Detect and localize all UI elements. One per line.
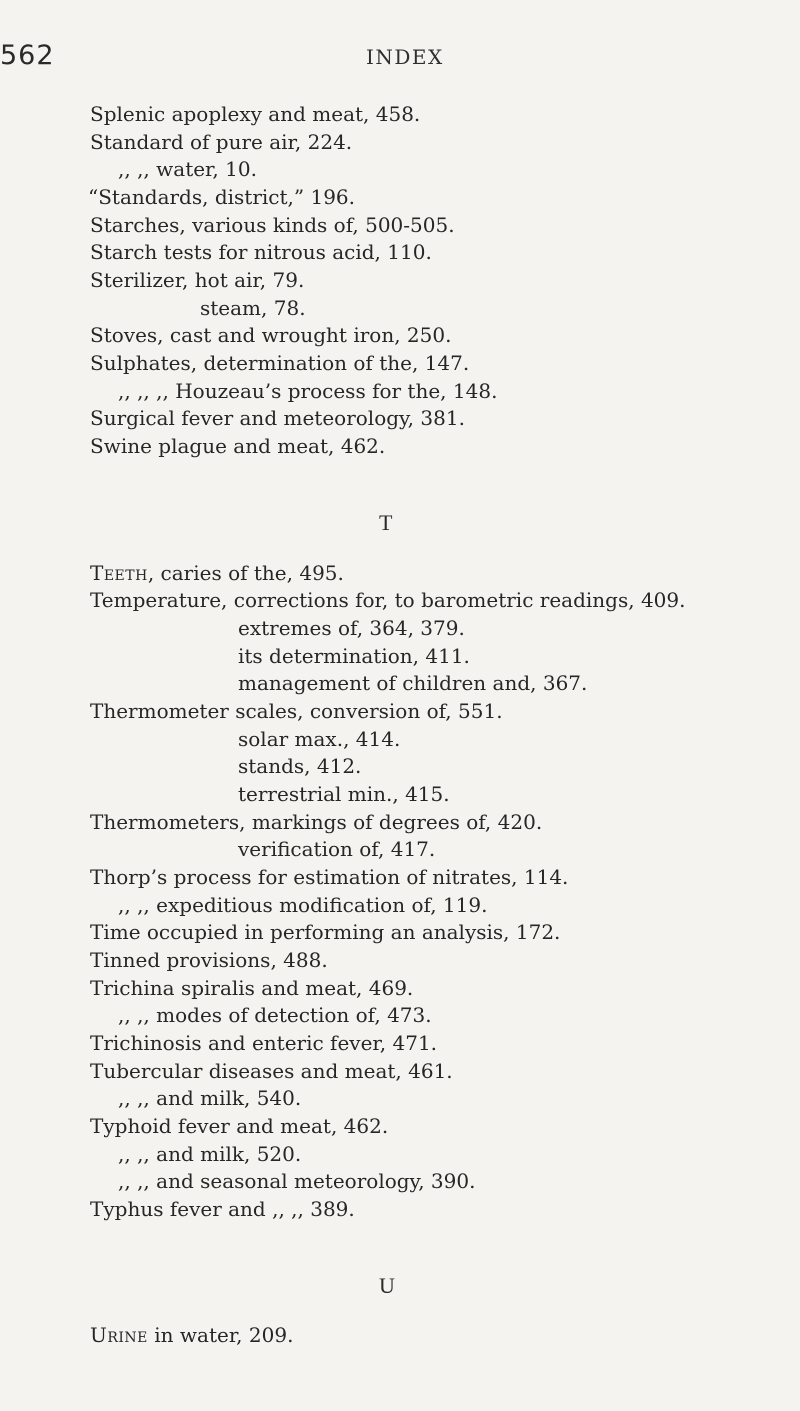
lead-word: Urine xyxy=(90,1323,148,1347)
index-entry: Typhus fever and ,, ,, 389. xyxy=(90,1197,355,1221)
index-entry: ,, ,, modes of detection of, 473. xyxy=(118,1003,432,1027)
index-entry: Sulphates, determination of the, 147. xyxy=(90,351,470,375)
lead-rest: , caries of the, 495. xyxy=(147,561,344,585)
index-entry: ,, ,, ,, Houzeau’s process for the, 148. xyxy=(118,379,498,403)
index-entry: Thermometer scales, conversion of, 551. xyxy=(90,699,503,723)
index-entry: management of children and, 367. xyxy=(238,671,588,695)
index-entry: Sterilizer, hot air, 79. xyxy=(90,268,305,292)
running-head: INDEX xyxy=(366,45,444,69)
index-entry: Surgical fever and meteorology, 381. xyxy=(90,406,465,430)
index-entry: Trichina spiralis and meat, 469. xyxy=(90,976,414,1000)
index-entry: Typhoid fever and meat, 462. xyxy=(90,1114,389,1138)
index-entry: ,, ,, and milk, 520. xyxy=(118,1142,302,1166)
index-entry: Starches, various kinds of, 500-505. xyxy=(90,213,455,237)
lead-word: Teeth xyxy=(90,561,148,585)
index-entry-lead xyxy=(90,561,344,585)
index-entry: Thermometers, markings of degrees of, 420. xyxy=(90,810,543,834)
index-entry: Time occupied in performing an analysis, 172. xyxy=(90,920,561,944)
index-entry: Thorp’s process for estimation of nitrates, 114. xyxy=(90,865,569,889)
index-entry: steam, 78. xyxy=(200,296,306,320)
index-entry: Standard of pure air, 224. xyxy=(90,130,353,154)
index-entry: Swine plague and meat, 462. xyxy=(90,434,386,458)
index-entry: ,, ,, and seasonal meteorology, 390. xyxy=(118,1169,476,1193)
index-entry: “Standards, district,” 196. xyxy=(88,185,356,209)
index-entry: extremes of, 364, 379. xyxy=(238,616,465,640)
section-letter-t: T xyxy=(379,510,393,535)
index-entry: terrestrial min., 415. xyxy=(238,782,450,806)
index-entry: verification of, 417. xyxy=(238,837,436,861)
index-entry: its determination, 411. xyxy=(238,644,470,668)
index-entry: ,, ,, expeditious modification of, 119. xyxy=(118,893,488,917)
index-entry: Tubercular diseases and meat, 461. xyxy=(90,1059,453,1083)
index-entry: ,, ,, water, 10. xyxy=(118,157,257,181)
lead-rest: in water, 209. xyxy=(147,1323,294,1347)
index-entry: Tinned provisions, 488. xyxy=(90,948,328,972)
index-entry: stands, 412. xyxy=(238,754,362,778)
index-entry-lead xyxy=(90,1323,293,1347)
index-entry: Splenic apoplexy and meat, 458. xyxy=(90,102,421,126)
index-entry: Trichinosis and enteric fever, 471. xyxy=(90,1031,438,1055)
index-entry: Starch tests for nitrous acid, 110. xyxy=(90,240,432,264)
section-letter-u: U xyxy=(379,1273,395,1298)
index-entry: solar max., 414. xyxy=(238,727,401,751)
index-entry: Temperature, corrections for, to barometric readings, 409. xyxy=(90,588,686,612)
index-entry: ,, ,, and milk, 540. xyxy=(118,1086,302,1110)
index-entry: Stoves, cast and wrought iron, 250. xyxy=(90,323,452,347)
page-number: 562 xyxy=(0,40,55,71)
